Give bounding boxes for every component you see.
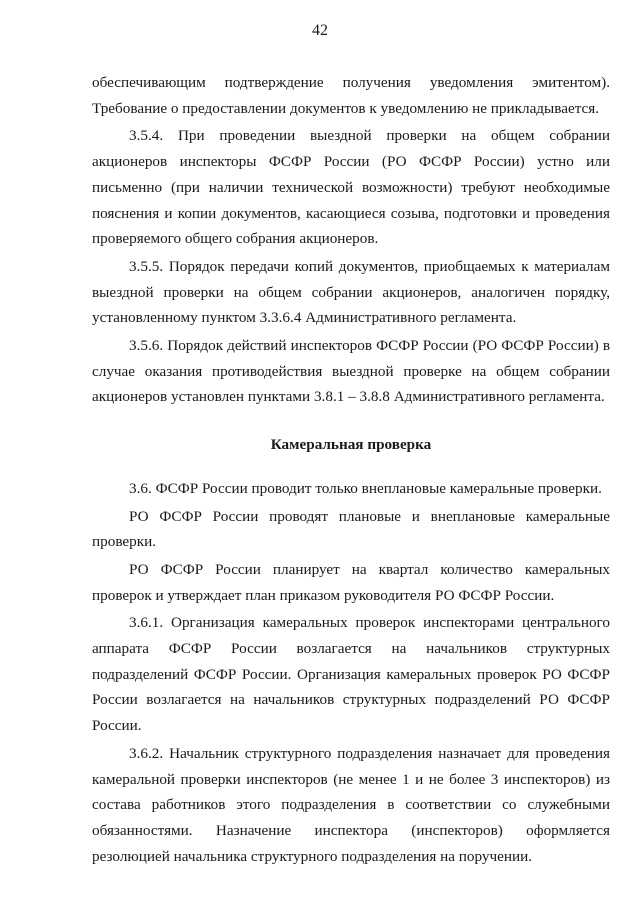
page-number: 42: [312, 22, 328, 39]
paragraph-3-5-6: 3.5.6. Порядок действий инспекторов ФСФР России (РО ФСФР России) в случае оказания противодействия выездной проверке на общем собрании акционеров установлен пунктами 3.8.1 – 3.8.8 Административного регламента.: [92, 337, 610, 406]
paragraph-3-6-2: 3.6.2. Начальник структурного подразделения назначает для проведения камеральной проверки инспекторов (не менее 1 и не более 3 инспекторов) из состава работников этого подразделения в соответствии со служебными обязанностями. Назначение инспектора (инспекторов) оформляется резолюцией начальника структурного подразделения на поручении.: [92, 744, 610, 865]
paragraph-continuation: обеспечивающим подтверждение получения уведомления эмитентом). Требование о предоставлении документов к уведомлению не прикладывается.: [92, 74, 610, 117]
paragraph-ro-planned: РО ФСФР России проводят плановые и внеплановые камеральные проверки.: [92, 507, 610, 551]
paragraph-ro-quarter-plan: РО ФСФР России планирует на квартал количество камеральных проверок и утверждает план приказом руководителя РО ФСФР России.: [92, 560, 610, 604]
document-body: [92, 70, 610, 869]
paragraph-3-5-5: 3.5.5. Порядок передачи копий документов, приобщаемых к материалам выездной проверки на общем собрании акционеров, аналогичен порядку, установленному пунктом 3.3.6.4 Административного регламента.: [92, 257, 610, 327]
section-heading: Камеральная проверка: [270, 436, 432, 454]
paragraph-3-5-4: 3.5.4. При проведении выездной проверки на общем собрании акционеров инспекторы ФСФР России (РО ФСФР России) устно или письменно (при наличии технической возможности) требуют необходимые пояснения и копии документов, касающиеся созыва, подготовки и проведения проверяемого общего собрания акционеров.: [92, 127, 610, 248]
paragraph-3-6: 3.6. ФСФР России проводит только внеплановые камеральные проверки.: [129, 479, 602, 497]
paragraph-3-6-1: 3.6.1. Организация камеральных проверок инспекторами центрального аппарата ФСФР России возлагается на начальников структурных подразделений ФСФР России. Организация камеральных проверок РО ФСФР России возлагается на начальников структурных подразделений РО ФСФР России.: [92, 614, 610, 735]
